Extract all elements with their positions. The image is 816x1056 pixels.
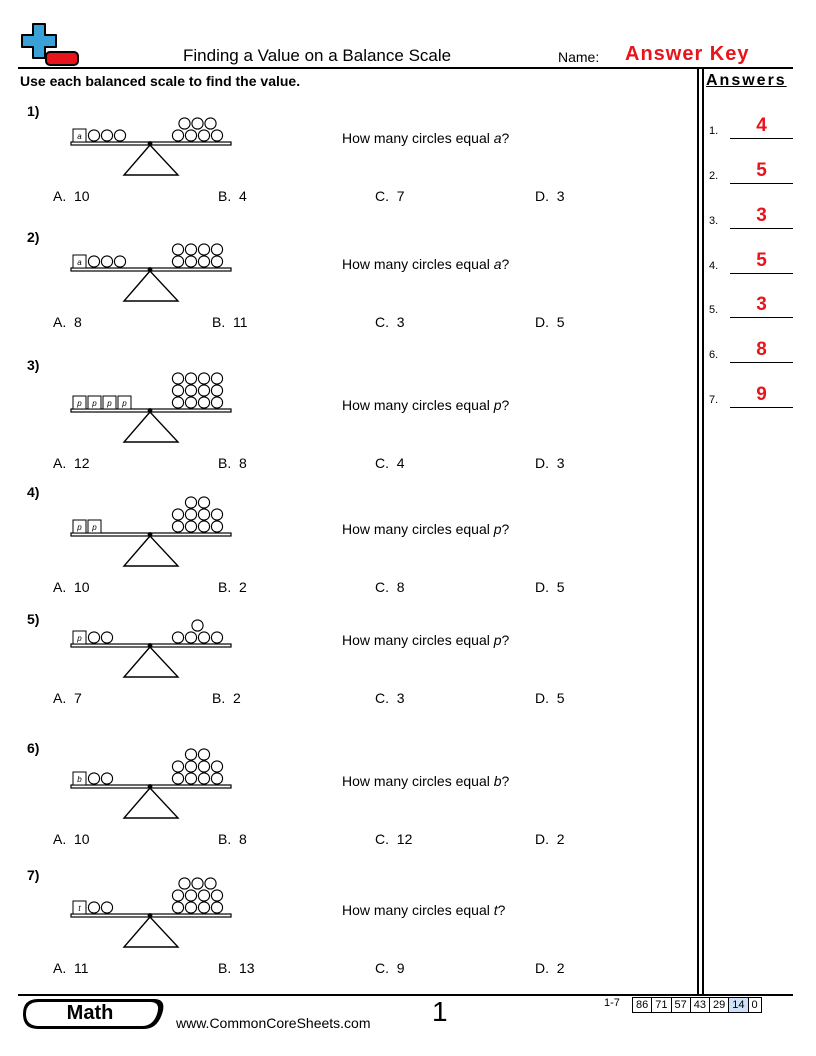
balance-scale — [68, 105, 234, 178]
score-cell: 0 — [748, 998, 761, 1013]
weight-circle — [185, 890, 196, 901]
answer-value: 4 — [756, 115, 767, 136]
variable-box — [88, 520, 101, 533]
svg-text:p: p — [77, 634, 82, 643]
variable-box — [73, 396, 86, 409]
choice-letter: A. — [53, 455, 67, 471]
svg-text:a: a — [77, 258, 82, 267]
weight-circle — [101, 256, 112, 267]
weight-circle — [211, 632, 222, 643]
question-prefix: How many circles equal — [342, 256, 494, 272]
weight-circle — [185, 761, 196, 772]
weight-circle — [205, 878, 216, 889]
weight-circle — [211, 773, 222, 784]
choice-letter: D. — [535, 960, 549, 976]
choice-value: 7 — [396, 188, 405, 204]
weight-circle — [101, 130, 112, 141]
choice-value: 7 — [74, 690, 82, 706]
answer-choice — [212, 314, 248, 330]
answer-value: 3 — [756, 294, 767, 315]
question-variable: p — [493, 397, 502, 413]
weight-circle — [198, 130, 209, 141]
answer-row — [709, 115, 793, 139]
question-prefix: How many circles equal — [342, 632, 494, 648]
choice-letter: C. — [375, 314, 389, 330]
choice-letter: D. — [535, 314, 549, 330]
answer-number: 2. — [709, 170, 719, 182]
weight-circle — [88, 256, 99, 267]
question-text — [342, 521, 509, 537]
choice-value: 8 — [239, 455, 247, 471]
problem-7 — [0, 867, 697, 987]
weight-circle — [211, 761, 222, 772]
question-suffix: ? — [501, 521, 510, 537]
question-prefix: How many circles equal — [342, 521, 494, 537]
variable-box — [73, 901, 86, 914]
svg-text:p: p — [122, 399, 127, 408]
weight-circle — [185, 773, 196, 784]
choice-value: 9 — [396, 960, 405, 976]
weight-circle — [185, 397, 196, 408]
choice-value: 13 — [239, 960, 255, 976]
answer-row — [709, 339, 793, 363]
choice-value: 2 — [239, 579, 247, 595]
question-prefix: How many circles equal — [342, 397, 494, 413]
weight-circle — [198, 244, 209, 255]
answer-number: 6. — [709, 349, 719, 361]
score-cell: 43 — [690, 998, 709, 1013]
weight-circle — [185, 256, 196, 267]
choice-value: 2 — [556, 831, 565, 847]
score-cell: 14 — [729, 998, 748, 1013]
answer-choice — [218, 579, 247, 595]
weight-circle — [185, 130, 196, 141]
choice-letter: D. — [535, 579, 549, 595]
scale-pivot — [148, 141, 153, 146]
answer-line — [730, 273, 793, 274]
weight-circle — [211, 902, 222, 913]
weight-circle — [192, 878, 203, 889]
weight-circle — [172, 761, 183, 772]
scale-fulcrum — [124, 536, 178, 566]
instructions: Use each balanced scale to find the value. — [20, 73, 301, 89]
answer-choice — [535, 831, 565, 847]
answer-choice — [535, 455, 565, 471]
answer-value: 5 — [756, 160, 767, 181]
weight-circle — [172, 773, 183, 784]
choice-letter: B. — [218, 960, 232, 976]
weight-circle — [211, 521, 222, 532]
choice-letter: D. — [535, 831, 549, 847]
answer-choice — [53, 188, 90, 204]
problem-number: 2) — [27, 229, 40, 245]
balance-scale — [68, 742, 234, 821]
choice-value: 8 — [239, 831, 247, 847]
page-number: 1 — [432, 996, 448, 1027]
weight-circle — [172, 385, 183, 396]
weight-circle — [179, 118, 190, 129]
choice-letter: C. — [375, 455, 389, 471]
problem-number: 3) — [27, 357, 40, 373]
choice-value: 11 — [233, 314, 248, 330]
answer-choice — [218, 455, 247, 471]
answer-row — [709, 160, 793, 184]
weight-circle — [101, 632, 112, 643]
header-divider — [18, 67, 793, 69]
weight-circle — [185, 632, 196, 643]
weight-circle — [185, 509, 196, 520]
question-variable: p — [493, 521, 502, 537]
question-text — [342, 397, 509, 413]
weight-circle — [185, 902, 196, 913]
weight-circle — [211, 256, 222, 267]
question-text — [342, 773, 509, 789]
page-title: Finding a Value on a Balance Scale — [183, 46, 452, 65]
weight-circle — [192, 118, 203, 129]
variable-box — [73, 520, 86, 533]
scale-pivot — [148, 643, 153, 648]
question-suffix: ? — [501, 397, 510, 413]
question-suffix: ? — [501, 256, 510, 272]
balance-scale — [68, 613, 234, 680]
problem-2 — [0, 229, 697, 349]
scale-fulcrum — [124, 271, 178, 301]
answers-divider — [702, 69, 704, 995]
answer-choice — [53, 579, 90, 595]
name-label: Name: — [558, 49, 600, 65]
weight-circle — [211, 373, 222, 384]
choice-letter: D. — [535, 690, 549, 706]
answer-line — [730, 183, 793, 184]
weight-circle — [101, 773, 112, 784]
choice-value: 11 — [74, 960, 89, 976]
question-variable: t — [493, 902, 498, 918]
answer-number: 3. — [709, 215, 719, 227]
score-cell: 86 — [633, 998, 652, 1013]
variable-box — [73, 772, 86, 785]
question-text — [342, 902, 505, 918]
variable-box — [73, 631, 86, 644]
weight-circle — [172, 632, 183, 643]
answer-line — [730, 228, 793, 229]
answer-value: 5 — [756, 250, 767, 271]
svg-text:t: t — [78, 904, 81, 913]
scale-fulcrum — [124, 917, 178, 947]
weight-circle — [198, 373, 209, 384]
choice-value: 2 — [556, 960, 565, 976]
weight-circle — [172, 890, 183, 901]
weight-circle — [172, 373, 183, 384]
variable-box — [88, 396, 101, 409]
question-variable: b — [493, 773, 502, 789]
answer-choice — [535, 960, 565, 976]
choice-value: 8 — [396, 579, 405, 595]
choice-value: 12 — [396, 831, 413, 847]
answer-choice — [375, 960, 405, 976]
choice-value: 10 — [74, 579, 90, 595]
balance-scale — [68, 231, 234, 304]
problem-6 — [0, 740, 697, 860]
answer-row — [709, 250, 793, 274]
choice-letter: A. — [53, 314, 67, 330]
weight-circle — [172, 902, 183, 913]
answer-row — [709, 205, 793, 229]
choice-letter: B. — [218, 831, 232, 847]
weight-circle — [172, 397, 183, 408]
scale-pivot — [148, 408, 153, 413]
answer-choice — [53, 690, 82, 706]
svg-text:b: b — [77, 775, 82, 784]
choice-value: 5 — [556, 579, 565, 595]
problem-1 — [0, 103, 697, 223]
choice-value: 4 — [396, 455, 405, 471]
choice-value: 10 — [74, 831, 90, 847]
answer-line — [730, 138, 793, 139]
weight-circle — [88, 130, 99, 141]
weight-circle — [205, 118, 216, 129]
balance-scale — [68, 486, 234, 569]
choice-letter: B. — [212, 690, 226, 706]
answer-number: 1. — [709, 125, 719, 137]
variable-box — [118, 396, 131, 409]
weight-circle — [172, 130, 183, 141]
choice-value: 12 — [74, 455, 90, 471]
weight-circle — [198, 497, 209, 508]
choice-value: 10 — [74, 188, 90, 204]
subject-label: Math — [66, 1002, 114, 1024]
weight-circle — [172, 521, 183, 532]
answer-value: 3 — [756, 205, 767, 226]
weight-circle — [88, 773, 99, 784]
scale-fulcrum — [124, 647, 178, 677]
choice-letter: C. — [375, 188, 389, 204]
answer-choice — [375, 690, 405, 706]
question-suffix: ? — [501, 130, 510, 146]
choice-letter: C. — [375, 690, 389, 706]
scale-pivot — [148, 267, 153, 272]
scale-fulcrum — [124, 788, 178, 818]
answer-number: 5. — [709, 304, 719, 316]
answer-value: 8 — [756, 339, 767, 360]
weight-circle — [211, 385, 222, 396]
choice-letter: A. — [53, 579, 67, 595]
score-range-label: 1-7 — [604, 997, 620, 1009]
score-cell: 71 — [652, 998, 671, 1013]
answers-divider — [697, 69, 699, 995]
weight-circle — [198, 256, 209, 267]
answer-choice — [375, 579, 405, 595]
choice-value: 3 — [556, 188, 565, 204]
weight-circle — [198, 521, 209, 532]
weight-circle — [185, 497, 196, 508]
choice-letter: A. — [53, 960, 67, 976]
weight-circle — [185, 373, 196, 384]
variable-box — [73, 255, 86, 268]
answer-line — [730, 407, 793, 408]
weight-circle — [198, 749, 209, 760]
answer-choice — [375, 455, 405, 471]
weight-circle — [198, 632, 209, 643]
weight-circle — [88, 902, 99, 913]
answer-number: 4. — [709, 260, 719, 272]
problem-number: 5) — [27, 611, 40, 627]
logo-icon — [20, 22, 80, 68]
answer-choice — [535, 314, 565, 330]
weight-circle — [179, 878, 190, 889]
answer-row — [709, 294, 793, 318]
svg-text:a: a — [77, 132, 82, 141]
weight-circle — [211, 509, 222, 520]
answer-choice — [535, 579, 565, 595]
score-cell: 29 — [710, 998, 729, 1013]
weight-circle — [198, 385, 209, 396]
svg-text:p: p — [92, 399, 97, 408]
question-text — [342, 130, 509, 146]
answer-choice — [375, 314, 405, 330]
question-text — [342, 632, 509, 648]
weight-circle — [211, 397, 222, 408]
question-variable: a — [493, 130, 502, 146]
weight-circle — [211, 130, 222, 141]
answer-choice — [218, 831, 247, 847]
choice-letter: A. — [53, 188, 67, 204]
answer-choice — [535, 188, 565, 204]
choice-letter: D. — [535, 188, 549, 204]
website-link[interactable]: www.CommonCoreSheets.com — [176, 1015, 371, 1031]
svg-text:p: p — [107, 399, 112, 408]
answer-choice — [218, 188, 247, 204]
choice-value: 2 — [233, 690, 241, 706]
scale-pivot — [148, 532, 153, 537]
problem-3 — [0, 357, 697, 477]
answer-row — [709, 384, 793, 408]
answer-line — [730, 317, 793, 318]
weight-circle — [172, 244, 183, 255]
question-prefix: How many circles equal — [342, 773, 494, 789]
svg-text:p: p — [92, 523, 97, 532]
answer-choice — [218, 960, 255, 976]
answer-choice — [375, 188, 405, 204]
weight-circle — [185, 521, 196, 532]
answer-choice — [53, 831, 90, 847]
choice-value: 5 — [556, 690, 565, 706]
question-suffix: ? — [497, 902, 506, 918]
question-prefix: How many circles equal — [342, 130, 494, 146]
weight-circle — [198, 397, 209, 408]
choice-value: 4 — [239, 188, 247, 204]
weight-circle — [198, 890, 209, 901]
choice-letter: C. — [375, 960, 389, 976]
weight-circle — [198, 761, 209, 772]
answers-heading: Answers — [706, 72, 787, 89]
choice-value: 5 — [556, 314, 565, 330]
choice-letter: C. — [375, 831, 389, 847]
weight-circle — [114, 130, 125, 141]
weight-circle — [88, 632, 99, 643]
choice-letter: B. — [218, 188, 232, 204]
choice-letter: A. — [53, 831, 67, 847]
choice-letter: B. — [218, 579, 232, 595]
answer-choice — [212, 690, 241, 706]
choice-letter: C. — [375, 579, 389, 595]
weight-circle — [211, 244, 222, 255]
choice-value: 8 — [74, 314, 82, 330]
problem-number: 4) — [27, 484, 40, 500]
question-text — [342, 256, 509, 272]
answer-choice — [535, 690, 565, 706]
weight-circle — [172, 256, 183, 267]
question-variable: a — [493, 256, 502, 272]
weight-circle — [211, 890, 222, 901]
variable-box — [103, 396, 116, 409]
balance-scale — [68, 869, 234, 950]
weight-circle — [101, 902, 112, 913]
balance-scale — [68, 359, 234, 445]
svg-text:p: p — [77, 399, 82, 408]
score-cell: 57 — [671, 998, 690, 1013]
score-table — [632, 997, 762, 1013]
answer-choice — [375, 831, 412, 847]
weight-circle — [172, 509, 183, 520]
weight-circle — [185, 385, 196, 396]
weight-circle — [198, 902, 209, 913]
scale-pivot — [148, 913, 153, 918]
question-suffix: ? — [501, 773, 510, 789]
variable-box — [73, 129, 86, 142]
footer-divider — [18, 994, 793, 996]
weight-circle — [114, 256, 125, 267]
choice-value: 3 — [396, 690, 405, 706]
svg-text:p: p — [77, 523, 82, 532]
weight-circle — [192, 620, 203, 631]
choice-value: 3 — [556, 455, 565, 471]
weight-circle — [185, 749, 196, 760]
name-value: Answer Key — [625, 43, 750, 65]
choice-letter: A. — [53, 690, 67, 706]
answer-choice — [53, 314, 82, 330]
weight-circle — [198, 509, 209, 520]
answer-choice — [53, 455, 90, 471]
choice-letter: D. — [535, 455, 549, 471]
question-suffix: ? — [501, 632, 510, 648]
weight-circle — [185, 244, 196, 255]
weight-circle — [198, 773, 209, 784]
question-prefix: How many circles equal — [342, 902, 494, 918]
answer-choice — [53, 960, 89, 976]
choice-letter: B. — [218, 455, 232, 471]
answer-line — [730, 362, 793, 363]
problem-number: 1) — [27, 103, 40, 119]
scale-fulcrum — [124, 412, 178, 442]
answer-number: 7. — [709, 394, 719, 406]
problem-number: 6) — [27, 740, 40, 756]
choice-value: 3 — [396, 314, 405, 330]
answer-value: 9 — [756, 384, 767, 405]
scale-pivot — [148, 784, 153, 789]
choice-letter: B. — [212, 314, 226, 330]
question-variable: p — [493, 632, 502, 648]
scale-fulcrum — [124, 145, 178, 175]
problem-number: 7) — [27, 867, 40, 883]
problem-5 — [0, 611, 697, 731]
problem-4 — [0, 484, 697, 604]
